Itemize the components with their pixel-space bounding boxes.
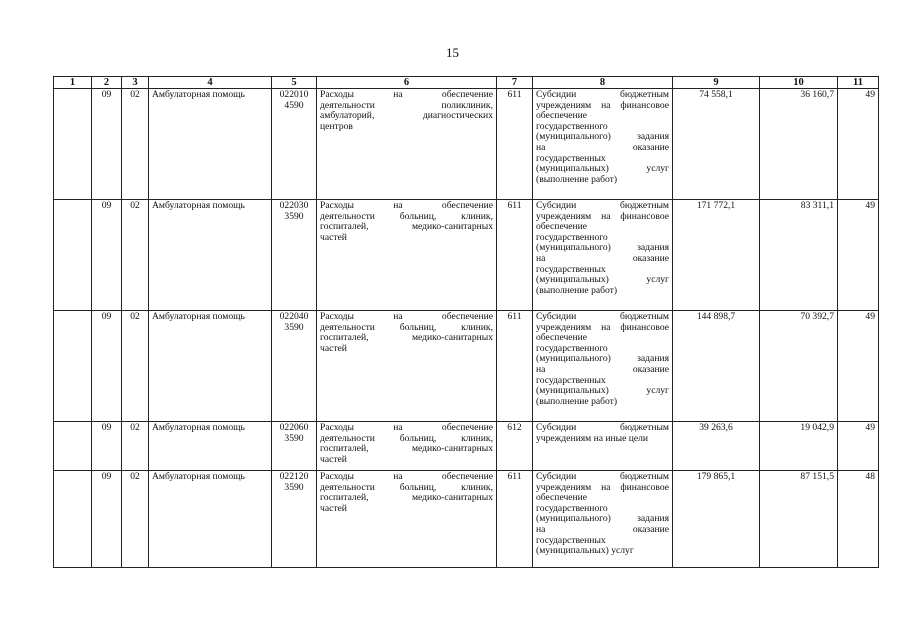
cell-col-1	[54, 311, 92, 422]
expense-description-line: деятельности больниц, клиник,	[320, 210, 493, 222]
expense-description-line: Расходы на обеспечение	[320, 200, 493, 211]
expense-type-description-line: государственных	[536, 263, 606, 275]
expense-type-description-line: Субсидии бюджетным	[536, 422, 669, 433]
cell-target-article	[272, 311, 317, 422]
table-row	[54, 200, 879, 311]
cell-expense-type-code: 611	[497, 200, 533, 311]
expense-description-line: Расходы на обеспечение	[320, 311, 493, 322]
expense-description-line: Расходы на обеспечение	[320, 89, 493, 100]
cell-expense-type-description	[533, 89, 673, 200]
cell-target-article	[272, 89, 317, 200]
budget-table	[53, 76, 879, 568]
expense-type-description-line: обеспечение	[536, 492, 588, 504]
cell-section-name: Амбулаторная помощь	[149, 311, 272, 422]
header-col-3: 3	[122, 77, 149, 89]
expense-type-description-line: учреждениям на иные цели	[536, 432, 649, 444]
cell-amount-col-10: 70 392,7	[760, 311, 838, 422]
expense-type-description-line: обеспечение	[536, 332, 588, 344]
cell-value-col-11: 49	[838, 422, 879, 471]
cell-amount-col-9: 144 898,7	[673, 311, 760, 422]
expense-description-line: деятельности больниц, клиник,	[320, 481, 493, 493]
expense-description-line: частей	[320, 231, 347, 243]
expense-description-line: частей	[320, 502, 347, 514]
expense-type-description-line: (муниципального) задания	[536, 513, 669, 525]
cell-subsection: 02	[122, 89, 149, 200]
cell-col-1	[54, 422, 92, 471]
cell-expense-type-code: 611	[497, 471, 533, 568]
expense-type-description-line: (муниципальных) услуг	[536, 163, 669, 175]
header-col-9: 9	[673, 77, 760, 89]
expense-type-description-line: (выполнение работ)	[536, 395, 618, 407]
cell-expense-type-description	[533, 200, 673, 311]
header-col-7: 7	[497, 77, 533, 89]
expense-type-description-line: государственных	[536, 534, 606, 546]
cell-section-name: Амбулаторная помощь	[149, 89, 272, 200]
cell-section-name: Амбулаторная помощь	[149, 200, 272, 311]
cell-target-article	[272, 200, 317, 311]
expense-type-description-line: учреждениям на финансовое	[536, 99, 669, 111]
cell-section: 09	[92, 89, 122, 200]
cell-amount-col-10: 87 151,5	[760, 471, 838, 568]
expense-type-description-line: государственных	[536, 374, 606, 386]
cell-col-1	[54, 89, 92, 200]
cell-value-col-11: 49	[838, 89, 879, 200]
target-article-part: 3590	[284, 321, 304, 333]
expense-description-line: деятельности больниц, клиник,	[320, 432, 493, 444]
expense-description-line: частей	[320, 453, 347, 465]
cell-expense-type-code: 611	[497, 311, 533, 422]
expense-type-description-line: на оказание	[536, 252, 669, 264]
expense-type-description-line: государственного	[536, 342, 608, 354]
expense-description-line: частей	[320, 342, 347, 354]
cell-expense-description	[317, 471, 497, 568]
expense-type-description-line: (муниципального) задания	[536, 242, 669, 254]
cell-target-article	[272, 422, 317, 471]
expense-description-line: центров	[320, 120, 353, 132]
header-col-4: 4	[149, 77, 272, 89]
header-col-1: 1	[54, 77, 92, 89]
expense-type-description-line: (муниципального) задания	[536, 353, 669, 365]
target-article-part: 022060	[279, 422, 309, 433]
expense-description-line: деятельности поликлиник,	[320, 99, 493, 111]
expense-type-description-line: (муниципального) задания	[536, 131, 669, 143]
cell-subsection: 02	[122, 471, 149, 568]
expense-description-line: госпиталей, медико-санитарных	[320, 492, 493, 504]
cell-section: 09	[92, 471, 122, 568]
cell-expense-type-code: 611	[497, 89, 533, 200]
header-col-8: 8	[533, 77, 673, 89]
table-header-row	[54, 77, 879, 89]
page-number: 15	[446, 45, 459, 60]
cell-subsection: 02	[122, 200, 149, 311]
expense-type-description-line: на оказание	[536, 363, 669, 375]
header-col-2: 2	[92, 77, 122, 89]
cell-value-col-11: 48	[838, 471, 879, 568]
cell-value-col-11: 49	[838, 311, 879, 422]
cell-amount-col-10: 36 160,7	[760, 89, 838, 200]
header-col-6: 6	[317, 77, 497, 89]
cell-amount-col-9: 171 772,1	[673, 200, 760, 311]
target-article-part: 022030	[279, 200, 309, 211]
cell-section-name: Амбулаторная помощь	[149, 471, 272, 568]
expense-description-line: госпиталей, медико-санитарных	[320, 332, 493, 344]
expense-description-line: госпиталей, медико-санитарных	[320, 443, 493, 455]
cell-expense-type-description	[533, 471, 673, 568]
cell-subsection: 02	[122, 311, 149, 422]
target-article-part: 022010	[279, 89, 309, 100]
cell-col-1	[54, 200, 92, 311]
cell-amount-col-9: 179 865,1	[673, 471, 760, 568]
table-row	[54, 89, 879, 200]
target-article-part: 022040	[279, 311, 309, 322]
expense-type-description-line: государственного	[536, 231, 608, 243]
cell-subsection: 02	[122, 422, 149, 471]
expense-type-description-line: государственного	[536, 502, 608, 514]
cell-amount-col-10: 19 042,9	[760, 422, 838, 471]
cell-expense-type-description	[533, 422, 673, 471]
cell-target-article	[272, 471, 317, 568]
expense-type-description-line: на оказание	[536, 523, 669, 535]
cell-value-col-11: 49	[838, 200, 879, 311]
table-row	[54, 422, 879, 471]
cell-section: 09	[92, 200, 122, 311]
expense-description-line: деятельности больниц, клиник,	[320, 321, 493, 333]
cell-section: 09	[92, 422, 122, 471]
expense-type-description-line: обеспечение	[536, 221, 588, 233]
target-article-part: 3590	[284, 432, 304, 444]
expense-type-description-line: (выполнение работ)	[536, 173, 618, 185]
cell-col-1	[54, 471, 92, 568]
table-row	[54, 311, 879, 422]
expense-type-description-line: (выполнение работ)	[536, 284, 618, 296]
target-article-part: 3590	[284, 210, 304, 222]
expense-type-description-line: государственного	[536, 120, 608, 132]
expense-type-description-line: на оказание	[536, 141, 669, 153]
cell-section: 09	[92, 311, 122, 422]
cell-expense-description	[317, 422, 497, 471]
expense-type-description-line: Субсидии бюджетным	[536, 200, 669, 211]
cell-expense-type-description	[533, 311, 673, 422]
expense-description-line: Расходы на обеспечение	[320, 422, 493, 433]
expense-description-line: госпиталей, медико-санитарных	[320, 221, 493, 233]
expense-type-description-line: Субсидии бюджетным	[536, 311, 669, 322]
expense-type-description-line: Субсидии бюджетным	[536, 89, 669, 100]
expense-type-description-line: государственных	[536, 152, 606, 164]
cell-expense-description	[317, 89, 497, 200]
header-col-5: 5	[272, 77, 317, 89]
expense-type-description-line: обеспечение	[536, 110, 588, 122]
expense-type-description-line: (муниципальных) услуг	[536, 545, 634, 557]
expense-type-description-line: Субсидии бюджетным	[536, 471, 669, 482]
table-row	[54, 471, 879, 568]
cell-amount-col-10: 83 311,1	[760, 200, 838, 311]
table-body	[54, 89, 879, 568]
expense-type-description-line: учреждениям на финансовое	[536, 210, 669, 222]
cell-expense-type-code: 612	[497, 422, 533, 471]
expense-type-description-line: учреждениям на финансовое	[536, 481, 669, 493]
expense-type-description-line: (муниципальных) услуг	[536, 385, 669, 397]
cell-amount-col-9: 39 263,6	[673, 422, 760, 471]
target-article-part: 4590	[284, 99, 304, 111]
cell-expense-description	[317, 311, 497, 422]
header-col-10: 10	[760, 77, 838, 89]
cell-amount-col-9: 74 558,1	[673, 89, 760, 200]
expense-type-description-line: учреждениям на финансовое	[536, 321, 669, 333]
expense-description-line: Расходы на обеспечение	[320, 471, 493, 482]
cell-expense-description	[317, 200, 497, 311]
expense-type-description-line: (муниципальных) услуг	[536, 274, 669, 286]
expense-description-line: амбулаторий, диагностических	[320, 110, 493, 122]
header-col-11: 11	[838, 77, 879, 89]
cell-section-name: Амбулаторная помощь	[149, 422, 272, 471]
target-article-part: 022120	[279, 471, 309, 482]
target-article-part: 3590	[284, 481, 304, 493]
